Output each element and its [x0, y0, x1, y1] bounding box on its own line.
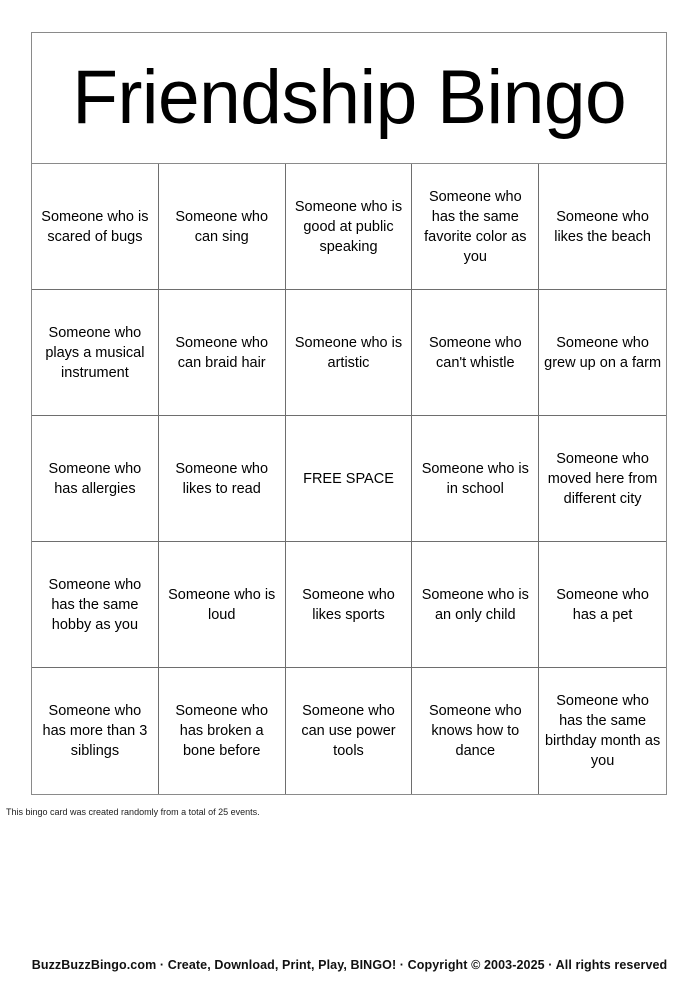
bingo-cell[interactable]: [286, 290, 413, 416]
bingo-cell[interactable]: [412, 416, 539, 542]
bingo-grid: [32, 164, 666, 794]
footer-copyright: BuzzBuzzBingo.com · Create, Download, Print, Play, BINGO! · Copyright © 2003-2025 · All rights reserved: [31, 958, 668, 972]
bingo-cell-label: Someone who likes the beach: [554, 208, 651, 245]
bingo-cell[interactable]: [539, 668, 666, 794]
bingo-cell-label: Someone who is good at public speaking: [294, 198, 403, 255]
bingo-cell-label: Someone who likes sports: [302, 586, 395, 623]
bingo-cell-label: Someone who likes to read: [175, 460, 269, 497]
bingo-cell[interactable]: [32, 668, 159, 794]
bingo-cell-label: Someone who has broken a bone before: [175, 703, 269, 759]
bingo-cell-label: Someone who grew up on a farm: [544, 334, 662, 371]
bingo-cell[interactable]: [539, 290, 666, 416]
fine-print-note: This bingo card was created randomly from a total of 25 events.: [6, 807, 260, 817]
bingo-cell[interactable]: [412, 668, 539, 794]
bingo-cell-label: FREE SPACE: [303, 470, 394, 487]
bingo-cell[interactable]: [412, 164, 539, 290]
bingo-cell-label: Someone who has the same hobby as you: [48, 576, 142, 633]
bingo-cell[interactable]: [539, 542, 666, 668]
bingo-cell[interactable]: [32, 416, 159, 542]
bingo-cell-label: Someone who has the same birthday month as you: [544, 693, 661, 769]
card-title-band: [32, 33, 666, 164]
bingo-cell-label: Someone who is artistic: [294, 334, 403, 371]
bingo-cell-label: Someone who has allergies: [48, 460, 142, 497]
bingo-cell[interactable]: [32, 290, 159, 416]
bingo-cell-label: Someone who has the same favorite color as you: [424, 188, 527, 265]
bingo-cell[interactable]: [159, 416, 286, 542]
bingo-cell-label: Someone who is scared of bugs: [41, 208, 149, 245]
bingo-cell[interactable]: [159, 164, 286, 290]
bingo-cell-label: Someone who can sing: [175, 208, 269, 245]
bingo-cell[interactable]: [539, 416, 666, 542]
bingo-cell[interactable]: [32, 542, 159, 668]
bingo-cell-label: Someone who has more than 3 siblings: [42, 703, 148, 759]
bingo-cell-label: Someone who can braid hair: [175, 334, 269, 371]
bingo-cell-free-space[interactable]: [286, 416, 413, 542]
bingo-cell-label: Someone who is in school: [421, 460, 529, 497]
bingo-cell[interactable]: [539, 164, 666, 290]
bingo-cell[interactable]: [32, 164, 159, 290]
bingo-cell[interactable]: [286, 164, 413, 290]
bingo-cell-label: Someone who plays a musical instrument: [45, 324, 145, 381]
page-title: Friendship Bingo: [72, 55, 626, 140]
bingo-cell-label: Someone who knows how to dance: [428, 703, 522, 759]
bingo-cell[interactable]: [159, 290, 286, 416]
bingo-cell-label: Someone who moved here from different city: [547, 450, 658, 507]
bingo-cell-label: Someone who is loud: [168, 586, 276, 623]
bingo-cell[interactable]: [412, 290, 539, 416]
bingo-cell[interactable]: [286, 668, 413, 794]
bingo-cell[interactable]: [159, 668, 286, 794]
bingo-cell-label: Someone who can use power tools: [301, 703, 396, 759]
bingo-cell-label: Someone who has a pet: [556, 586, 649, 623]
bingo-cell[interactable]: [159, 542, 286, 668]
bingo-card: [31, 32, 667, 795]
bingo-cell-label: Someone who is an only child: [421, 586, 529, 623]
bingo-cell[interactable]: [412, 542, 539, 668]
bingo-cell-label: Someone who can't whistle: [428, 334, 522, 371]
bingo-cell[interactable]: [286, 542, 413, 668]
